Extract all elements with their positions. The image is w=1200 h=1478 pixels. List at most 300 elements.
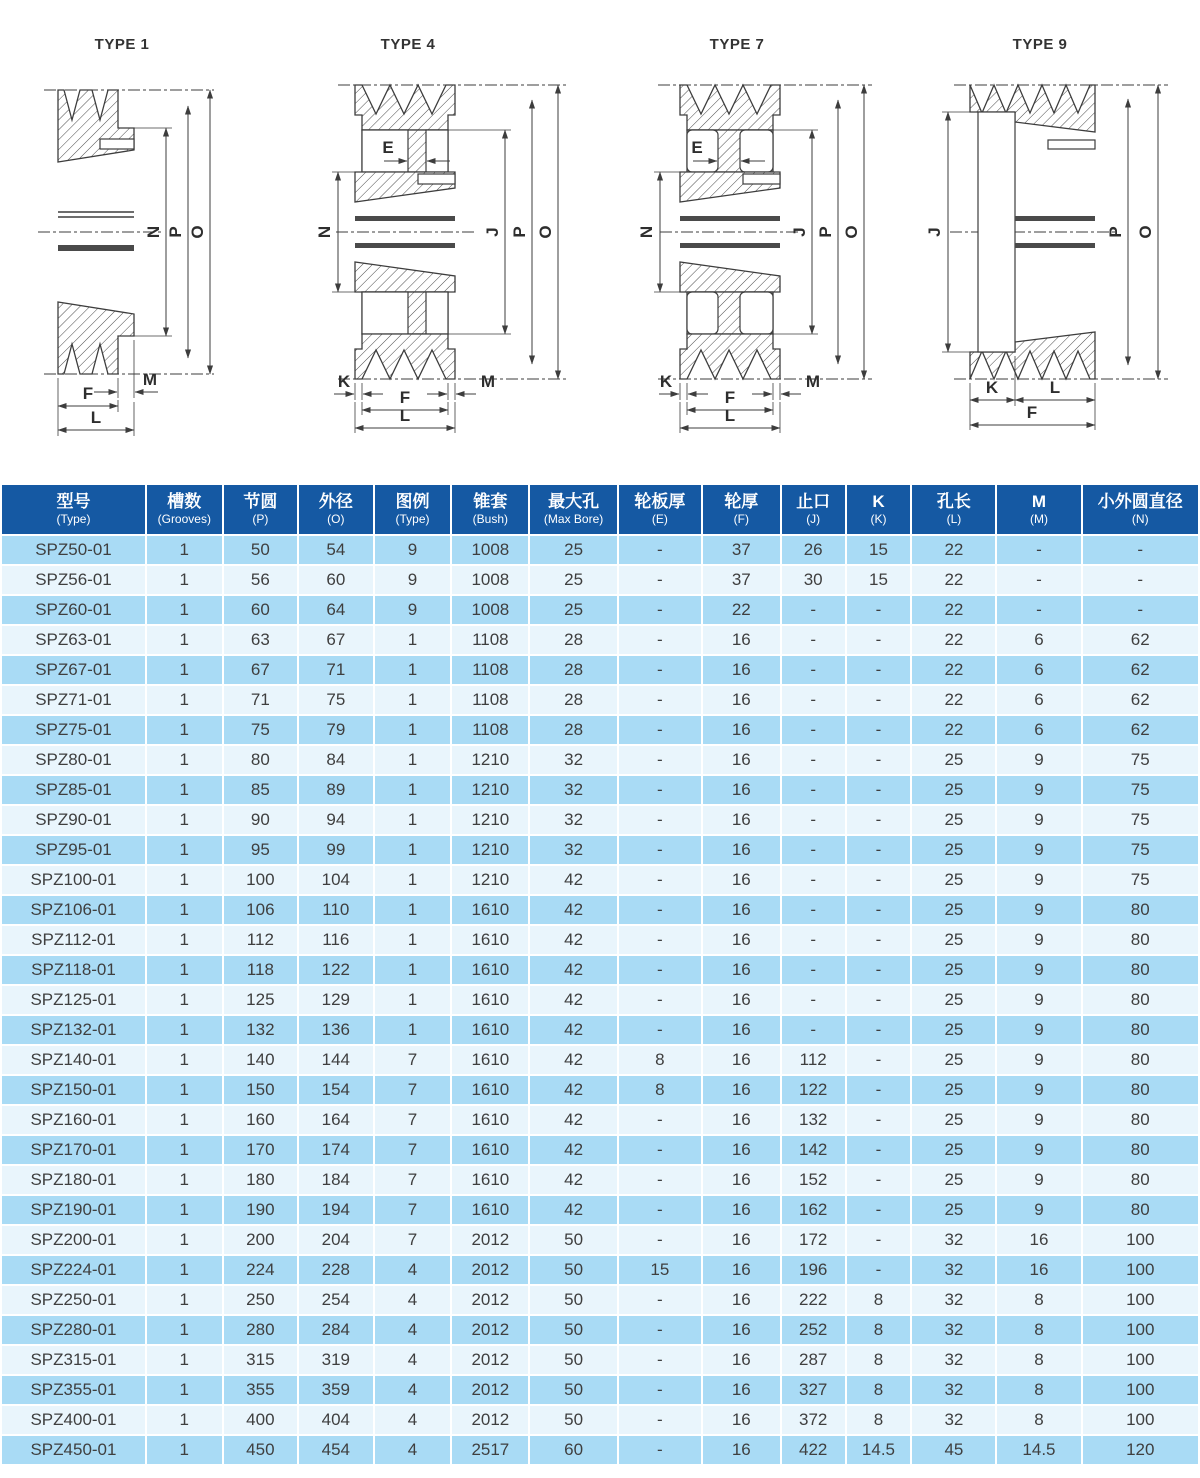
table-cell: 120 [1082,1435,1200,1465]
table-cell: 250 [223,1285,298,1315]
table-cell: 80 [1082,1165,1200,1195]
table-cell: 1610 [451,925,529,955]
table-cell: - [618,1195,702,1225]
table-cell: 9 [374,565,452,595]
table-cell: 1610 [451,1045,529,1075]
dim-label-p: P [166,226,185,238]
table-cell: SPZ118-01 [1,955,146,985]
table-cell: 106 [223,895,298,925]
table-cell: - [618,535,702,565]
table-cell: 25 [529,595,618,625]
table-cell: - [996,565,1081,595]
table-row [1,865,1199,895]
table-cell: SPZ132-01 [1,1015,146,1045]
table-cell: 50 [529,1375,618,1405]
table-row [1,625,1199,655]
table-cell: SPZ280-01 [1,1315,146,1345]
table-head-row [1,484,1199,535]
dim-label-o: O [536,225,555,239]
table-cell: 112 [781,1045,846,1075]
table-cell: 9 [996,865,1081,895]
table-cell: 7 [374,1225,452,1255]
table-cell: SPZ150-01 [1,1075,146,1105]
table-cell: 16 [702,1315,781,1345]
table-cell: 1 [374,715,452,745]
table-cell: - [618,775,702,805]
table-cell: 1 [374,685,452,715]
table-cell: - [781,955,846,985]
table-cell: 25 [911,955,996,985]
table-cell: SPZ170-01 [1,1135,146,1165]
table-cell: 100 [1082,1255,1200,1285]
table-cell: 16 [996,1255,1081,1285]
table-cell: - [618,565,702,595]
table-row [1,1105,1199,1135]
table-cell: 80 [1082,1075,1200,1105]
table-cell: 50 [529,1405,618,1435]
table-cell: 8 [618,1045,702,1075]
table-cell: 85 [223,775,298,805]
table-cell: - [846,685,912,715]
table-cell: 132 [223,1015,298,1045]
table-cell: 42 [529,955,618,985]
table-row [1,955,1199,985]
table-cell: 42 [529,1075,618,1105]
table-cell: - [618,685,702,715]
table-cell: 1 [146,1105,223,1135]
table-row [1,1315,1199,1345]
table-cell: 4 [374,1375,452,1405]
table-cell: 15 [846,535,912,565]
table-cell: 16 [702,1345,781,1375]
table-cell: - [618,1405,702,1435]
table-cell: 62 [1082,655,1200,685]
table-cell: 25 [911,1165,996,1195]
dim-label-l: L [1049,378,1061,397]
table-cell: 1 [146,1075,223,1105]
table-cell: 162 [781,1195,846,1225]
diagram-title: TYPE 4 [380,36,436,53]
table-cell: - [846,595,912,625]
table-row [1,925,1199,955]
table-cell: - [618,835,702,865]
table-cell: 9 [996,985,1081,1015]
pulley-diagrams-row [0,0,1200,483]
table-cell: - [1082,535,1200,565]
table-cell: 30 [781,565,846,595]
table-cell: 9 [996,1075,1081,1105]
table-cell: 1 [146,805,223,835]
table-cell: 1210 [451,865,529,895]
table-cell: 1 [374,865,452,895]
table-cell: 22 [911,565,996,595]
table-cell: SPZ180-01 [1,1165,146,1195]
table-cell: - [846,985,912,1015]
column-header: 孔长 (L) [911,484,996,535]
dim-label-k: K [337,372,351,391]
table-cell: 32 [529,835,618,865]
diagram-title: TYPE 7 [709,36,765,53]
table-cell: 140 [223,1045,298,1075]
table-cell: 32 [911,1255,996,1285]
table-cell: - [781,625,846,655]
table-cell: SPZ106-01 [1,895,146,925]
table-cell: 9 [996,805,1081,835]
diagram-type-1 [0,0,300,483]
table-cell: 224 [223,1255,298,1285]
table-cell: 25 [911,1015,996,1045]
table-cell: SPZ190-01 [1,1195,146,1225]
table-cell: 22 [911,595,996,625]
table-cell: - [846,925,912,955]
table-cell: - [781,715,846,745]
table-cell: 32 [911,1285,996,1315]
table-cell: 8 [846,1375,912,1405]
table-cell: 1 [146,1315,223,1345]
table-cell: 8 [996,1375,1081,1405]
table-cell: 319 [298,1345,373,1375]
table-cell: - [781,775,846,805]
table-cell: 8 [846,1345,912,1375]
table-row [1,1135,1199,1165]
table-cell: 112 [223,925,298,955]
table-row [1,595,1199,625]
table-cell: 75 [1082,835,1200,865]
table-cell: 1 [146,1015,223,1045]
table-cell: - [846,715,912,745]
dim-label-n: N [144,225,163,239]
table-row [1,655,1199,685]
table-cell: - [781,895,846,925]
table-cell: 6 [996,715,1081,745]
table-cell: 63 [223,625,298,655]
table-cell: 1 [146,895,223,925]
table-cell: 25 [529,535,618,565]
table-cell: 1 [146,1375,223,1405]
table-cell: 25 [911,835,996,865]
table-cell: 50 [529,1315,618,1345]
dim-label-l: L [90,408,102,427]
table-cell: 1 [374,835,452,865]
table-cell: 9 [996,1165,1081,1195]
table-cell: 60 [223,595,298,625]
table-cell: 25 [911,1075,996,1105]
table-row [1,1075,1199,1105]
table-cell: 80 [1082,925,1200,955]
dim-label-p: P [816,226,835,238]
column-header: K (K) [846,484,912,535]
table-cell: 32 [911,1405,996,1435]
table-cell: 7 [374,1165,452,1195]
table-row [1,1255,1199,1285]
table-row [1,565,1199,595]
table-cell: 184 [298,1165,373,1195]
table-row [1,745,1199,775]
table-cell: 42 [529,1045,618,1075]
table-cell: 9 [996,955,1081,985]
table-cell: 1610 [451,1075,529,1105]
table-cell: 1 [146,1165,223,1195]
table-cell: 200 [223,1225,298,1255]
table-cell: SPZ60-01 [1,595,146,625]
table-cell: 2012 [451,1345,529,1375]
table-cell: - [846,955,912,985]
table-cell: 4 [374,1315,452,1345]
diagram-type-4 [300,0,600,483]
table-cell: 100 [223,865,298,895]
table-cell: 4 [374,1405,452,1435]
table-cell: 32 [911,1315,996,1345]
dim-label-n: N [637,225,656,239]
table-cell: 1610 [451,1105,529,1135]
table-cell: 164 [298,1105,373,1135]
table-cell: 9 [374,535,452,565]
table-cell: 80 [1082,895,1200,925]
table-row [1,1225,1199,1255]
table-cell: - [618,1165,702,1195]
table-cell: 7 [374,1135,452,1165]
table-cell: 1 [374,655,452,685]
table-cell: - [781,1015,846,1045]
table-cell: 67 [223,655,298,685]
table-cell: 129 [298,985,373,1015]
dim-label-p: P [1106,226,1125,238]
table-cell: 42 [529,1105,618,1135]
table-cell: 1610 [451,985,529,1015]
table-row [1,895,1199,925]
table-cell: 16 [702,715,781,745]
table-cell: 8 [846,1315,912,1345]
table-cell: 1 [374,625,452,655]
table-cell: 9 [996,775,1081,805]
table-cell: 71 [223,685,298,715]
table-cell: - [618,1435,702,1465]
table-cell: 154 [298,1075,373,1105]
dim-label-e: E [691,138,703,157]
table-cell: 1 [146,595,223,625]
table-cell: - [846,1195,912,1225]
column-header: M (M) [996,484,1081,535]
table-cell: 2012 [451,1285,529,1315]
table-cell: 50 [529,1255,618,1285]
table-cell: - [618,865,702,895]
table-cell: - [618,895,702,925]
table-cell: 1 [146,685,223,715]
table-row [1,1285,1199,1315]
table-cell: - [846,1165,912,1195]
table-cell: 1 [146,655,223,685]
table-cell: 142 [781,1135,846,1165]
table-cell: 60 [529,1435,618,1465]
table-cell: 1 [374,745,452,775]
table-cell: 62 [1082,685,1200,715]
table-cell: 7 [374,1075,452,1105]
table-cell: - [618,955,702,985]
table-cell: 9 [996,1105,1081,1135]
table-cell: - [781,985,846,1015]
table-cell: 62 [1082,625,1200,655]
table-cell: 32 [529,805,618,835]
table-cell: SPZ112-01 [1,925,146,955]
table-cell: 1008 [451,535,529,565]
table-cell: 75 [1082,775,1200,805]
table-cell: SPZ71-01 [1,685,146,715]
table-cell: 1008 [451,595,529,625]
spec-table [0,483,1200,1466]
table-cell: 125 [223,985,298,1015]
table-cell: 7 [374,1045,452,1075]
table-cell: 190 [223,1195,298,1225]
table-cell: - [846,775,912,805]
table-cell: 1 [374,1015,452,1045]
table-cell: 45 [911,1435,996,1465]
column-header: 图例 (Type) [374,484,452,535]
table-cell: 100 [1082,1345,1200,1375]
table-cell: SPZ450-01 [1,1435,146,1465]
table-row [1,1045,1199,1075]
table-cell: 7 [374,1195,452,1225]
table-cell: 8 [996,1285,1081,1315]
table-cell: 2012 [451,1315,529,1345]
table-cell: - [846,1135,912,1165]
table-cell: - [846,1075,912,1105]
table-cell: 16 [702,925,781,955]
table-cell: 9 [996,1015,1081,1045]
table-cell: 37 [702,565,781,595]
table-cell: - [618,1225,702,1255]
table-cell: - [781,865,846,895]
diagram-type-9 [900,0,1200,483]
table-cell: 22 [911,625,996,655]
table-cell: 1 [146,955,223,985]
table-cell: - [1082,565,1200,595]
table-cell: 372 [781,1405,846,1435]
dim-label-f: F [1026,403,1038,422]
table-cell: SPZ355-01 [1,1375,146,1405]
table-cell: 16 [996,1225,1081,1255]
table-cell: 50 [529,1345,618,1375]
table-cell: 180 [223,1165,298,1195]
table-cell: 9 [996,925,1081,955]
table-cell: 22 [702,595,781,625]
table-cell: 75 [1082,865,1200,895]
table-cell: 16 [702,1285,781,1315]
table-cell: 32 [529,775,618,805]
table-cell: SPZ224-01 [1,1255,146,1285]
table-cell: 1610 [451,1135,529,1165]
dim-label-f: F [82,384,94,403]
table-cell: - [618,1375,702,1405]
table-cell: 67 [298,625,373,655]
table-cell: 116 [298,925,373,955]
dim-label-m: M [480,372,496,391]
column-header: 锥套 (Bush) [451,484,529,535]
table-cell: 16 [702,805,781,835]
table-cell: 25 [911,865,996,895]
table-cell: 1 [374,805,452,835]
table-cell: 80 [1082,1195,1200,1225]
table-cell: 9 [996,895,1081,925]
table-cell: 1610 [451,1195,529,1225]
column-header: 型号 (Type) [1,484,146,535]
column-header: 节圆 (P) [223,484,298,535]
table-cell: 80 [1082,1045,1200,1075]
table-cell: 222 [781,1285,846,1315]
table-cell: 404 [298,1405,373,1435]
table-cell: 1 [146,715,223,745]
table-cell: - [996,595,1081,625]
table-cell: 75 [1082,745,1200,775]
table-cell: 42 [529,985,618,1015]
table-cell: 15 [846,565,912,595]
table-cell: - [781,925,846,955]
table-cell: SPZ250-01 [1,1285,146,1315]
dim-label-n: N [315,225,334,239]
table-cell: 1008 [451,565,529,595]
table-cell: SPZ400-01 [1,1405,146,1435]
table-cell: 1210 [451,745,529,775]
table-cell: SPZ50-01 [1,535,146,565]
table-cell: 1 [146,1285,223,1315]
table-cell: 170 [223,1135,298,1165]
table-cell: 80 [1082,1105,1200,1135]
table-cell: 1 [146,565,223,595]
table-row [1,685,1199,715]
table-cell: SPZ95-01 [1,835,146,865]
table-cell: 32 [911,1345,996,1375]
table-cell: 16 [702,685,781,715]
table-cell: 422 [781,1435,846,1465]
table-cell: 6 [996,625,1081,655]
column-header: 外径 (O) [298,484,373,535]
table-cell: SPZ125-01 [1,985,146,1015]
table-cell: - [618,1315,702,1345]
table-cell: 50 [529,1225,618,1255]
column-header: 止口 (J) [781,484,846,535]
table-cell: 25 [911,895,996,925]
dim-label-f: F [399,388,411,407]
table-cell: 1 [146,835,223,865]
table-cell: 16 [702,1255,781,1285]
table-cell: SPZ56-01 [1,565,146,595]
table-cell: 56 [223,565,298,595]
table-cell: 25 [911,805,996,835]
column-header: 轮厚 (F) [702,484,781,535]
table-cell: - [618,1285,702,1315]
table-row [1,1405,1199,1435]
table-cell: 32 [911,1375,996,1405]
table-cell: 25 [911,1045,996,1075]
table-cell: 50 [529,1285,618,1315]
dim-label-l: L [724,406,736,425]
table-cell: - [1082,595,1200,625]
table-cell: 79 [298,715,373,745]
dim-label-l: L [399,406,411,425]
table-cell: - [618,625,702,655]
table-cell: 84 [298,745,373,775]
table-cell: 16 [702,835,781,865]
table-cell: 150 [223,1075,298,1105]
table-cell: 100 [1082,1405,1200,1435]
table-cell: 42 [529,1195,618,1225]
table-cell: 16 [702,1165,781,1195]
table-cell: - [618,1105,702,1135]
table-cell: 16 [702,1195,781,1225]
table-cell: 42 [529,925,618,955]
table-cell: 95 [223,835,298,865]
table-cell: 1 [146,1225,223,1255]
table-cell: 54 [298,535,373,565]
